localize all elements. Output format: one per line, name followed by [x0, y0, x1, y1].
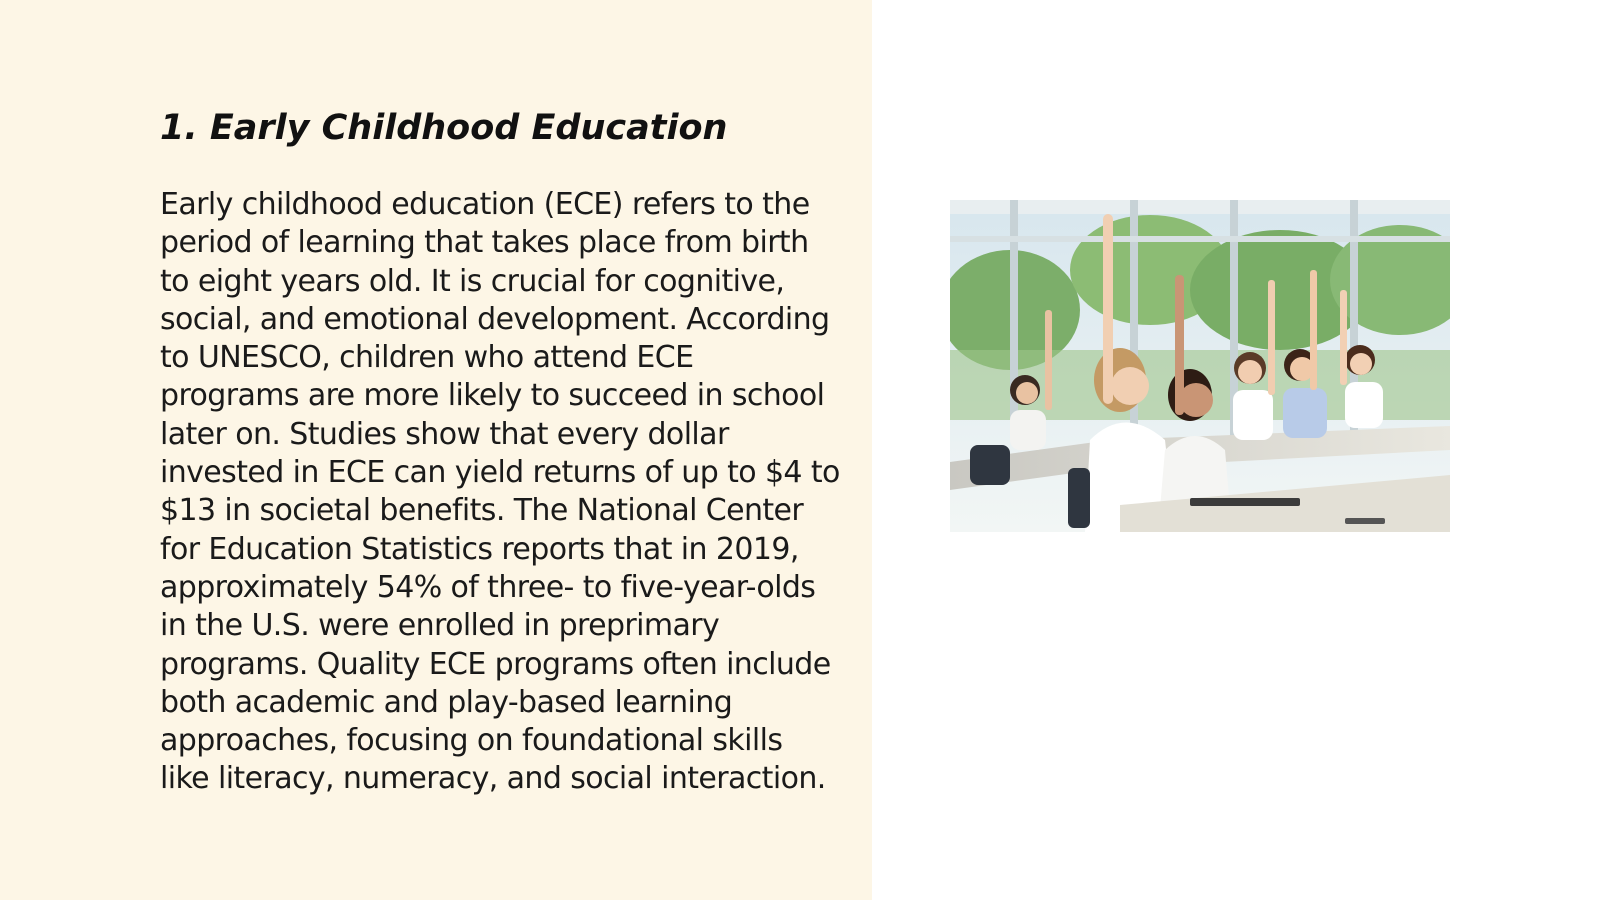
slide-body-text: Early childhood education (ECE) refers to the period of learning that takes place from birth to eight years old. It is crucial for cognitive, social, and emotional development. According to UNESCO, children who attend ECE programs are more likely to succeed in school later on. Studies show that every dollar invested in ECE can yield returns of up to $4 to $13 in societal benefits. The National Center for Education Statistics reports that in 2019, approximately 54% of three- to five-year-olds in the U.S. were enrolled in preprimary programs. Quality ECE programs often include both academic and play-based learning approaches, focusing on foundational skills like literacy, numeracy, and social interaction. — [160, 187, 840, 797]
classroom-photo — [950, 200, 1450, 532]
slide-title: 1. Early Childhood Education — [160, 108, 728, 148]
